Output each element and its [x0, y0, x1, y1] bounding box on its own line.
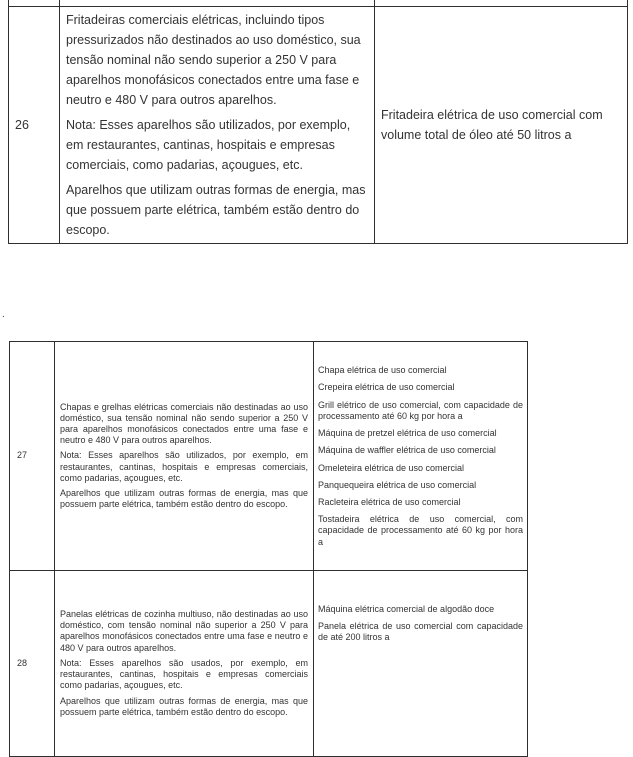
product-item: Máquina de pretzel elétrica de uso comercial: [318, 428, 497, 439]
scope-paragraph: Aparelhos que utilizam outras formas de energia, mas que possuem parte elétrica, também estão dentro do escopo.: [60, 695, 308, 717]
product-item: Grill elétrico de uso comercial, com capacidade de processamento até 60 kg por hora a: [318, 399, 523, 421]
scope-paragraph: Aparelhos que utilizam outras formas de energia, mas que possuem parte elétrica, também estão dentro do escopo.: [66, 183, 366, 237]
note-paragraph: Nota: Esses aparelhos são usados, por exemplo, em restaurantes, cantinas, hospitais e empresas comerciais como padarias, açougues, etc.: [60, 657, 308, 691]
table-row-27: [10, 342, 528, 571]
table-row-28: [10, 571, 528, 757]
products-cell: [314, 571, 528, 757]
product-item: Racleteira elétrica de uso comercial: [318, 496, 461, 507]
products-cell: [314, 342, 528, 571]
product-item: Tostadeira elétrica de uso comercial, com capacidade de processamento até 60 kg por hora a: [318, 514, 523, 547]
product-item: Máquina elétrica comercial de algodão doce: [318, 604, 495, 614]
separator-mark: .: [2, 309, 5, 320]
product-item: Chapa elétrica de uso comercial: [318, 365, 447, 376]
products-cell: [375, 7, 628, 244]
description-paragraph: Fritadeiras comerciais elétricas, incluindo tipos pressurizados não destinados ao uso doméstico, sua tensão nominal não sendo superior a 250 V para aparelhos monofásicos conectados entre uma fase e neutro e 480 V para outros aparelhos.: [66, 13, 361, 107]
item-number-cell: 27: [10, 342, 55, 571]
table-row-26: [9, 7, 628, 244]
note-paragraph: Nota: Esses aparelhos são utilizados, por exemplo, em restaurantes, cantinas, hospitais e empresas comerciais, como padarias, açougues, etc.: [60, 450, 308, 483]
description-cell: [55, 571, 314, 757]
description-paragraph: Panelas elétricas de cozinha multiuso, não destinadas ao uso doméstico, com tensão nominal não superior a 250 V para aparelhos monofásicos conectados entre uma fase e neutro e 480 V para outros aparelhos.: [60, 609, 308, 653]
top-table-fragment: [8, 0, 628, 244]
product-item: Omeleteira elétrica de uso comercial: [318, 462, 465, 473]
scope-paragraph: Aparelhos que utilizam outras formas de energia, mas que possuem parte elétrica, também estão dentro do escopo.: [60, 488, 308, 510]
item-number-cell: 28: [10, 571, 55, 757]
description-cell: [55, 342, 314, 571]
product-item: Fritadeira elétrica de uso comercial com volume total de óleo até 50 litros a: [381, 108, 603, 142]
product-item: Máquina de waffler elétrica de uso comercial: [318, 445, 496, 456]
description-paragraph: Chapas e grelhas elétricas comerciais não destinadas ao uso doméstico, sua tensão nominal não sendo superior a 250 V para aparelhos monofásicos conectados entre uma fase e neutro e 480 V para outros aparelhos.: [60, 401, 308, 446]
item-number-cell: 26: [9, 7, 60, 244]
product-item: Panquequeira elétrica de uso comercial: [318, 479, 477, 490]
product-item: Panela elétrica de uso comercial com capacidade de até 200 litros a: [318, 621, 523, 643]
bottom-table: [9, 341, 528, 757]
product-item: Crepeira elétrica de uso comercial: [318, 382, 455, 393]
description-cell: [60, 7, 375, 244]
note-paragraph: Nota: Esses aparelhos são utilizados, por exemplo, em restaurantes, cantinas, hospitais e empresas comerciais, como padarias, açougues, etc.: [66, 118, 351, 172]
